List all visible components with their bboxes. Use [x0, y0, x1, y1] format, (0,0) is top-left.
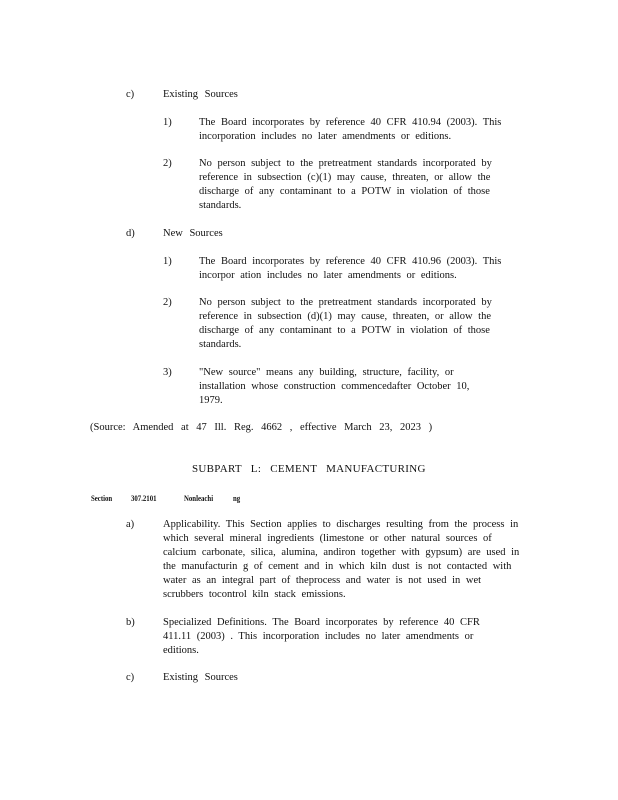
item-d3-number: 3)	[163, 367, 172, 378]
section-number: 307.2101	[131, 494, 157, 503]
item-c1-text: The Board incorporates by reference 40 CFR 410.94 (2003). This incorporation includes no later amendments or editions.	[199, 117, 502, 142]
section-title-part2: ng	[233, 494, 241, 503]
item-c2-text: No person subject to the pretreatment standards incorporated by reference in subsection (c)(1) may cause, threaten, or allow the discharge of any contaminant to a POTW in violation of those standards.	[199, 158, 492, 211]
item-d2-number: 2)	[163, 297, 172, 308]
item-d3-text: "New source" means any building, structure, facility, or installation whose construction commencedafter October 10, 1979.	[199, 367, 470, 406]
item-c1-number: 1)	[163, 117, 172, 128]
item-c2-number: 2)	[163, 158, 172, 169]
subsection-a-label: a)	[126, 519, 135, 530]
item-d2-text: No person subject to the pretreatment standards incorporated by reference in subsection (d)(1) may cause, threaten, or allow the discharge of any contaminant to a POTW in violation of those standards.	[199, 297, 492, 350]
item-d1-text: The Board incorporates by reference 40 CFR 410.96 (2003). This incorpor ation includes no later amendments or editions.	[199, 256, 502, 281]
source-note: (Source: Amended at 47 Ill. Reg. 4662 , effective March 23, 2023 )	[90, 422, 433, 433]
subsection-d-heading: New Sources	[163, 228, 223, 239]
subsection-c-label: c)	[126, 89, 135, 100]
subsection-a-text: Applicability. This Section applies to discharges resulting from the process in which several mineral ingredients (limestone or other natural sources of calcium carbonate, silica, alumina, andiron together with gypsum) are used in the manufacturin g of cement and in which kiln dust is not contacted with water as an integral part of theprocess and water is not used in wet scrubbers tocontrol kiln stack emissions.	[163, 519, 520, 600]
subsection-b-text: Specialized Definitions. The Board incorporates by reference 40 CFR 411.11 (2003) . This incorporation includes no later amendments or editions.	[163, 617, 480, 656]
subsection-c2-heading: Existing Sources	[163, 672, 238, 683]
subsection-c-heading: Existing Sources	[163, 89, 238, 100]
subsection-d-label: d)	[126, 228, 135, 239]
item-d1-number: 1)	[163, 256, 172, 267]
subsection-c2-label: c)	[126, 672, 135, 683]
subpart-title: SUBPART L: CEMENT MANUFACTURING	[192, 463, 426, 475]
section-title-part1: Nonleachi	[184, 494, 214, 503]
section-label: Section	[91, 494, 113, 503]
subsection-b-label: b)	[126, 617, 135, 628]
